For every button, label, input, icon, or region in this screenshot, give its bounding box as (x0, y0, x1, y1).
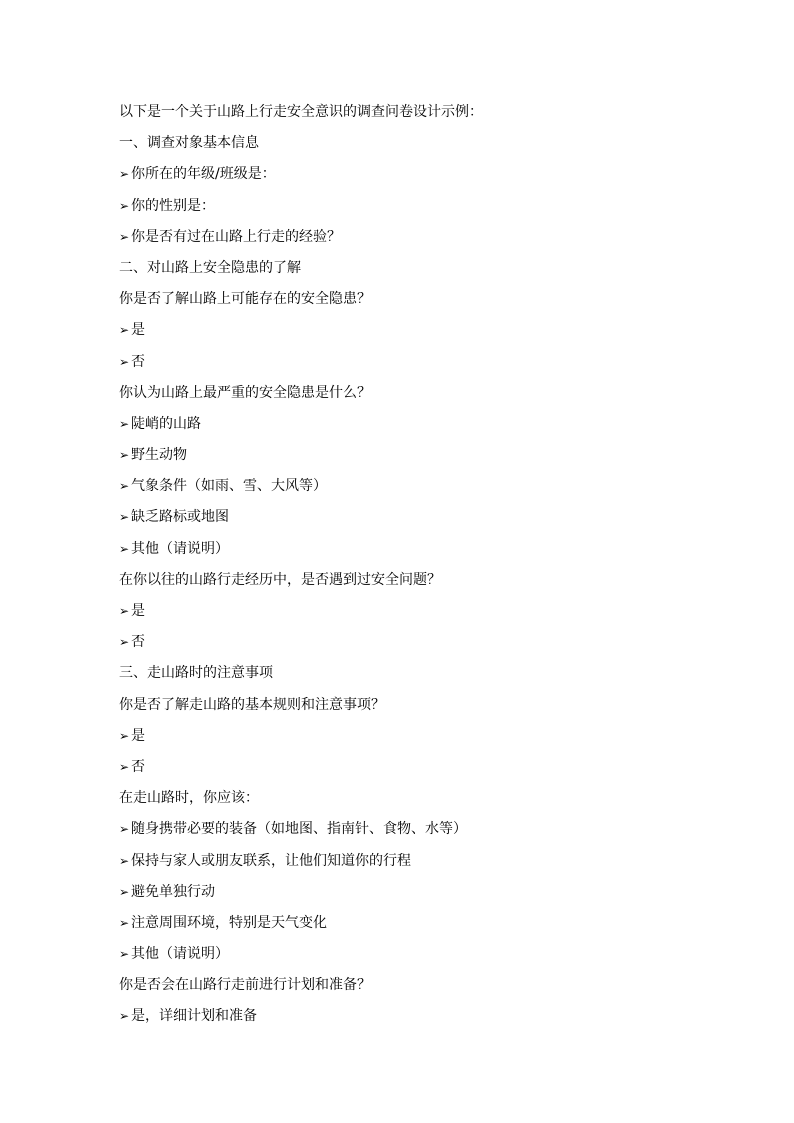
arrow-bullet-icon: ➢ (119, 822, 130, 837)
line-text: 你是否有过在山路上行走的经验？ (131, 228, 341, 245)
arrow-bullet-icon: ➢ (119, 323, 130, 338)
line-text: 随身携带必要的装备（如地图、指南针、食物、水等） (131, 821, 467, 838)
line-text: 在你以往的山路行走经历中，是否遇到过安全问题？ (119, 571, 441, 588)
bullet-item (119, 226, 699, 257)
intro-line (119, 101, 699, 132)
line-text: 你所在的年级/班级是： (131, 166, 276, 183)
bullet-item (119, 850, 699, 881)
line-text: 你是否了解走山路的基本规则和注意事项？ (119, 696, 385, 713)
line-text: 否 (131, 758, 145, 775)
line-text: 二、对山路上安全隐患的了解 (119, 259, 301, 276)
arrow-bullet-icon: ➢ (119, 167, 130, 182)
section-heading (119, 132, 699, 163)
bullet-item (119, 475, 699, 506)
question-line (119, 569, 699, 600)
question-line (119, 787, 699, 818)
line-text: 缺乏路标或地图 (131, 509, 229, 526)
arrow-bullet-icon: ➢ (119, 541, 130, 556)
arrow-bullet-icon: ➢ (119, 728, 130, 743)
arrow-bullet-icon: ➢ (119, 604, 130, 618)
document-body (119, 101, 699, 1037)
bullet-item (119, 818, 699, 849)
bullet-item (119, 163, 699, 194)
line-text: 是，详细计划和准备 (131, 1008, 257, 1025)
bullet-item (119, 756, 699, 787)
line-text: 你是否了解山路上可能存在的安全隐患？ (119, 291, 371, 308)
arrow-bullet-icon: ➢ (119, 947, 130, 962)
arrow-bullet-icon: ➢ (119, 510, 130, 525)
bullet-item (119, 444, 699, 475)
arrow-bullet-icon: ➢ (119, 853, 130, 868)
arrow-bullet-icon: ➢ (119, 198, 130, 213)
line-text: 在走山路时，你应该： (119, 790, 259, 807)
bullet-item (119, 195, 699, 226)
arrow-bullet-icon: ➢ (119, 759, 130, 774)
arrow-bullet-icon: ➢ (119, 229, 130, 244)
line-text: 你是否会在山路行走前进行计划和准备？ (119, 977, 371, 994)
arrow-bullet-icon: ➢ (119, 635, 130, 650)
bullet-item (119, 413, 699, 444)
arrow-bullet-icon: ➢ (119, 1009, 130, 1024)
line-text: 其他（请说明） (131, 540, 229, 557)
question-line (119, 694, 699, 725)
line-text: 是 (131, 322, 145, 339)
arrow-bullet-icon: ➢ (119, 884, 130, 899)
line-text: 是 (131, 727, 145, 744)
bullet-item (119, 506, 699, 537)
line-text: 陡峭的山路 (131, 415, 201, 432)
line-text: 野生动物 (131, 447, 187, 464)
line-text: 一、调查对象基本信息 (119, 135, 259, 152)
line-text: 是 (131, 603, 145, 619)
bullet-item (119, 600, 699, 631)
question-line (119, 382, 699, 413)
bullet-item (119, 538, 699, 569)
question-line (119, 288, 699, 319)
bullet-item (119, 943, 699, 974)
arrow-bullet-icon: ➢ (119, 479, 130, 494)
line-text: 你认为山路上最严重的安全隐患是什么？ (119, 384, 371, 401)
section-heading (119, 257, 699, 288)
question-line (119, 974, 699, 1005)
bullet-item (119, 881, 699, 912)
bullet-item (119, 319, 699, 350)
bullet-item (119, 351, 699, 382)
line-text: 避免单独行动 (131, 883, 215, 900)
line-text: 否 (131, 353, 145, 370)
bullet-item (119, 631, 699, 662)
section-heading (119, 662, 699, 693)
arrow-bullet-icon: ➢ (119, 448, 130, 463)
line-text: 其他（请说明） (131, 946, 229, 963)
line-text: 三、走山路时的注意事项 (119, 665, 273, 682)
line-text: 保持与家人或朋友联系，让他们知道你的行程 (131, 852, 411, 869)
line-text: 否 (131, 634, 145, 651)
arrow-bullet-icon: ➢ (119, 354, 130, 369)
bullet-item (119, 725, 699, 756)
line-text: 你的性别是： (131, 197, 215, 214)
bullet-item (119, 912, 699, 943)
line-text: 以下是一个关于山路上行走安全意识的调查问卷设计示例： (119, 104, 483, 120)
line-text: 气象条件（如雨、雪、大风等） (131, 478, 327, 495)
arrow-bullet-icon: ➢ (119, 416, 130, 431)
bullet-item (119, 1005, 699, 1036)
line-text: 注意周围环境，特别是天气变化 (131, 914, 327, 931)
arrow-bullet-icon: ➢ (119, 915, 130, 930)
